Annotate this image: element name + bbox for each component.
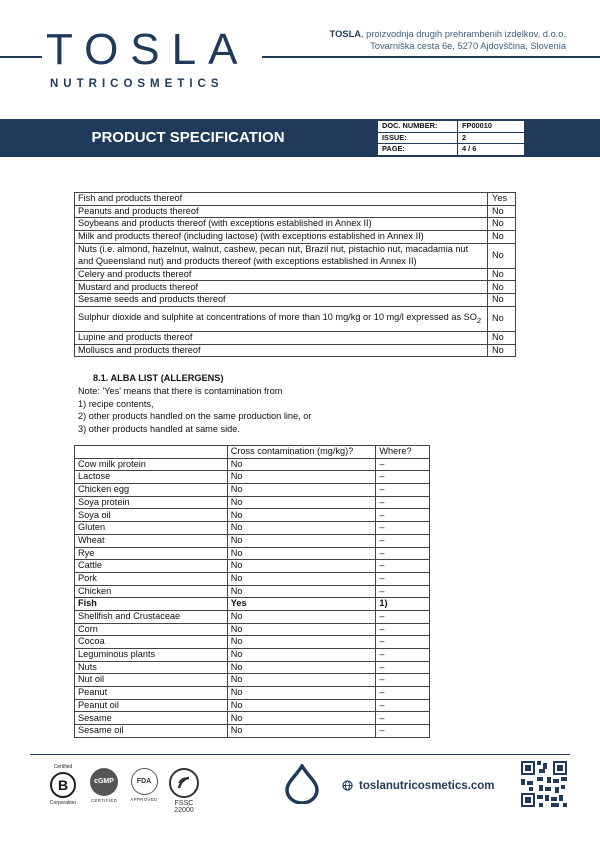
alba-where: – xyxy=(376,509,430,522)
alba-allergen-name: Soya oil xyxy=(75,509,228,522)
cgmp-caption: CERTIFIED xyxy=(90,798,118,803)
alba-cross-contamination: No xyxy=(227,674,376,687)
doc-number-value: FP00010 xyxy=(458,121,525,133)
allergen-value: No xyxy=(488,331,516,344)
table-row xyxy=(75,636,430,649)
alba-where: – xyxy=(376,661,430,674)
allergen-name: Fish and products thereof xyxy=(75,193,488,206)
table-row xyxy=(75,522,430,535)
allergen-name: Mustard and products thereof xyxy=(75,281,488,294)
fssc-icon xyxy=(169,768,199,798)
alba-cross-contamination: No xyxy=(227,725,376,738)
company-name: TOSLA xyxy=(329,29,361,39)
alba-where: – xyxy=(376,610,430,623)
fda-badge xyxy=(126,768,162,802)
alba-allergen-name: Nuts xyxy=(75,661,228,674)
table-row xyxy=(75,268,516,281)
alba-cross-contamination: No xyxy=(227,484,376,497)
allergen-name: Celery and products thereof xyxy=(75,268,488,281)
alba-table xyxy=(74,445,430,738)
alba-where: – xyxy=(376,534,430,547)
allergen-value: No xyxy=(488,231,516,244)
cgmp-icon: cGMP xyxy=(90,768,118,796)
alba-where: – xyxy=(376,712,430,725)
allergen-value: No xyxy=(488,205,516,218)
allergen-value: Yes xyxy=(488,193,516,206)
alba-where: – xyxy=(376,560,430,573)
alba-cross-contamination: No xyxy=(227,712,376,725)
alba-where: – xyxy=(376,572,430,585)
alba-cross-contamination: No xyxy=(227,534,376,547)
company-logo: TOSLA xyxy=(46,25,250,74)
alba-cross-contamination: No xyxy=(227,547,376,560)
company-address: Tovarniška cesta 6e, 5270 Ajdovščina, Slovenia xyxy=(370,41,566,51)
table-row xyxy=(75,725,430,738)
alba-where: – xyxy=(376,484,430,497)
tosla-drop-icon xyxy=(284,764,320,804)
alba-cross-contamination: No xyxy=(227,649,376,662)
table-row xyxy=(75,661,430,674)
alba-allergen-name: Sesame xyxy=(75,712,228,725)
alba-cross-contamination: No xyxy=(227,636,376,649)
section-heading: 8.1. ALBA LIST (ALLERGENS) xyxy=(93,373,224,383)
company-description: , proizvodnja drugih prehrambenih izdelkov, d.o.o. xyxy=(361,29,566,39)
alba-allergen-name: Lactose xyxy=(75,471,228,484)
alba-cross-contamination: No xyxy=(227,572,376,585)
allergen-name: Sesame seeds and products thereof xyxy=(75,294,488,307)
allergen-name-text: Sulphur dioxide and sulphite at concentrations of more than 10 mg/kg or 10 mg/l expressed as SO xyxy=(78,311,477,322)
alba-cross-contamination: No xyxy=(227,661,376,674)
alba-where: 1) xyxy=(376,598,430,611)
note-line: 3) other products handled at same side. xyxy=(78,424,240,435)
alba-allergen-name: Nut oil xyxy=(75,674,228,687)
logo-rule-right xyxy=(262,56,600,58)
alba-allergen-name: Cocoa xyxy=(75,636,228,649)
alba-where: – xyxy=(376,674,430,687)
note-line: 1) recipe contents, xyxy=(78,398,154,409)
alba-where: – xyxy=(376,725,430,738)
logo-subtitle: NUTRICOSMETICS xyxy=(50,78,224,90)
alba-where: – xyxy=(376,687,430,700)
cgmp-badge xyxy=(86,768,122,803)
table-row xyxy=(75,281,516,294)
fssc-badge xyxy=(164,768,204,814)
column-header: Where? xyxy=(376,446,430,459)
alba-allergen-name: Peanut oil xyxy=(75,699,228,712)
table-row xyxy=(75,649,430,662)
alba-cross-contamination: Yes xyxy=(227,598,376,611)
table-row xyxy=(75,712,430,725)
alba-cross-contamination: No xyxy=(227,471,376,484)
table-row xyxy=(75,572,430,585)
doc-number-label: DOC. NUMBER: xyxy=(378,121,458,133)
table-row xyxy=(75,205,516,218)
allergen-name xyxy=(75,306,488,331)
alba-allergen-name: Rye xyxy=(75,547,228,560)
table-row xyxy=(75,547,430,560)
alba-allergen-name: Sesame oil xyxy=(75,725,228,738)
allergen-name: Milk and products thereof (including lactose) (with exceptions established in Annex II) xyxy=(75,231,488,244)
table-row xyxy=(75,458,430,471)
table-row xyxy=(75,306,516,331)
alba-cross-contamination: No xyxy=(227,623,376,636)
alba-allergen-name: Corn xyxy=(75,623,228,636)
table-header-row xyxy=(75,446,430,459)
table-row xyxy=(75,509,430,522)
table-row xyxy=(75,471,430,484)
alba-allergen-name: Chicken xyxy=(75,585,228,598)
bcorp-bottom-text: Corporation xyxy=(49,800,77,806)
fda-caption: APPROVED xyxy=(130,797,158,802)
issue-value: 2 xyxy=(458,132,525,144)
alba-allergen-name: Cow milk protein xyxy=(75,458,228,471)
allergen-name: Nuts (i.e. almond, hazelnut, walnut, cashew, pecan nut, Brazil nut, pistachio nut, macadamia nut and Queensland nut) and products thereof (with exceptions established in Annex II) xyxy=(75,243,488,268)
alba-where: – xyxy=(376,522,430,535)
alba-cross-contamination: No xyxy=(227,687,376,700)
allergen-value: No xyxy=(488,243,516,268)
table-row xyxy=(75,598,430,611)
alba-allergen-name: Leguminous plants xyxy=(75,649,228,662)
table-row xyxy=(75,585,430,598)
allergen-table xyxy=(74,192,516,357)
table-row xyxy=(75,243,516,268)
alba-where: – xyxy=(376,496,430,509)
alba-allergen-name: Soya protein xyxy=(75,496,228,509)
alba-cross-contamination: No xyxy=(227,610,376,623)
allergen-value: No xyxy=(488,268,516,281)
table-row xyxy=(75,294,516,307)
alba-cross-contamination: No xyxy=(227,560,376,573)
table-row xyxy=(75,560,430,573)
alba-body xyxy=(75,458,430,737)
alba-allergen-name: Cattle xyxy=(75,560,228,573)
table-row xyxy=(75,687,430,700)
alba-allergen-name: Gluten xyxy=(75,522,228,535)
table-row xyxy=(75,484,430,497)
alba-where: – xyxy=(376,471,430,484)
document-info-table xyxy=(377,120,525,156)
qr-code-icon xyxy=(521,761,567,807)
alba-where: – xyxy=(376,699,430,712)
table-row xyxy=(75,331,516,344)
table-row xyxy=(75,231,516,244)
table-row xyxy=(75,218,516,231)
logo-rule-left xyxy=(0,56,42,58)
alba-cross-contamination: No xyxy=(227,496,376,509)
issue-label: ISSUE: xyxy=(378,132,458,144)
allergen-name: Soybeans and products thereof (with exceptions established in Annex II) xyxy=(75,218,488,231)
alba-cross-contamination: No xyxy=(227,522,376,535)
alba-where: – xyxy=(376,623,430,636)
allergen-value: No xyxy=(488,294,516,307)
fda-icon: FDA xyxy=(131,768,158,795)
bcorp-badge xyxy=(48,764,78,806)
alba-where: – xyxy=(376,636,430,649)
allergen-value: No xyxy=(488,306,516,331)
table-row xyxy=(75,674,430,687)
subscript: 2 xyxy=(476,315,482,325)
website-link[interactable]: toslanutricosmetics.com xyxy=(359,780,495,792)
alba-allergen-name: Fish xyxy=(75,598,228,611)
column-header: Cross contamination (mg/kg)? xyxy=(227,446,376,459)
alba-allergen-name: Pork xyxy=(75,572,228,585)
bcorp-b-icon: B xyxy=(50,772,76,798)
allergen-value: No xyxy=(488,281,516,294)
page-title: PRODUCT SPECIFICATION xyxy=(91,129,285,146)
note-line: Note: 'Yes' means that there is contamination from xyxy=(78,386,283,396)
alba-cross-contamination: No xyxy=(227,509,376,522)
alba-where: – xyxy=(376,585,430,598)
table-row xyxy=(75,699,430,712)
fssc-caption: FSSC 22000 xyxy=(174,800,194,814)
section-notes xyxy=(78,385,311,436)
allergen-value: No xyxy=(488,218,516,231)
allergen-name: Molluscs and products thereof xyxy=(75,344,488,357)
alba-where: – xyxy=(376,458,430,471)
alba-where: – xyxy=(376,547,430,560)
company-address-block xyxy=(330,28,566,52)
table-row xyxy=(75,344,516,357)
alba-cross-contamination: No xyxy=(227,458,376,471)
bcorp-top-text: Certified xyxy=(53,764,73,770)
alba-allergen-name: Peanut xyxy=(75,687,228,700)
page-label: PAGE: xyxy=(378,144,458,156)
table-row xyxy=(75,534,430,547)
page-value: 4 / 6 xyxy=(458,144,525,156)
alba-allergen-name: Wheat xyxy=(75,534,228,547)
alba-cross-contamination: No xyxy=(227,585,376,598)
table-row xyxy=(75,610,430,623)
table-row xyxy=(75,623,430,636)
table-row xyxy=(75,496,430,509)
allergen-name: Peanuts and products thereof xyxy=(75,205,488,218)
allergen-value: No xyxy=(488,344,516,357)
footer-rule xyxy=(30,754,570,755)
alba-allergen-name: Chicken egg xyxy=(75,484,228,497)
alba-cross-contamination: No xyxy=(227,699,376,712)
alba-allergen-name: Shellfish and Crustaceae xyxy=(75,610,228,623)
note-line: 2) other products handled on the same production line, or xyxy=(78,411,312,422)
globe-icon xyxy=(342,780,353,791)
alba-where: – xyxy=(376,649,430,662)
column-header xyxy=(75,446,228,459)
allergen-name: Lupine and products thereof xyxy=(75,331,488,344)
table-row xyxy=(75,193,516,206)
